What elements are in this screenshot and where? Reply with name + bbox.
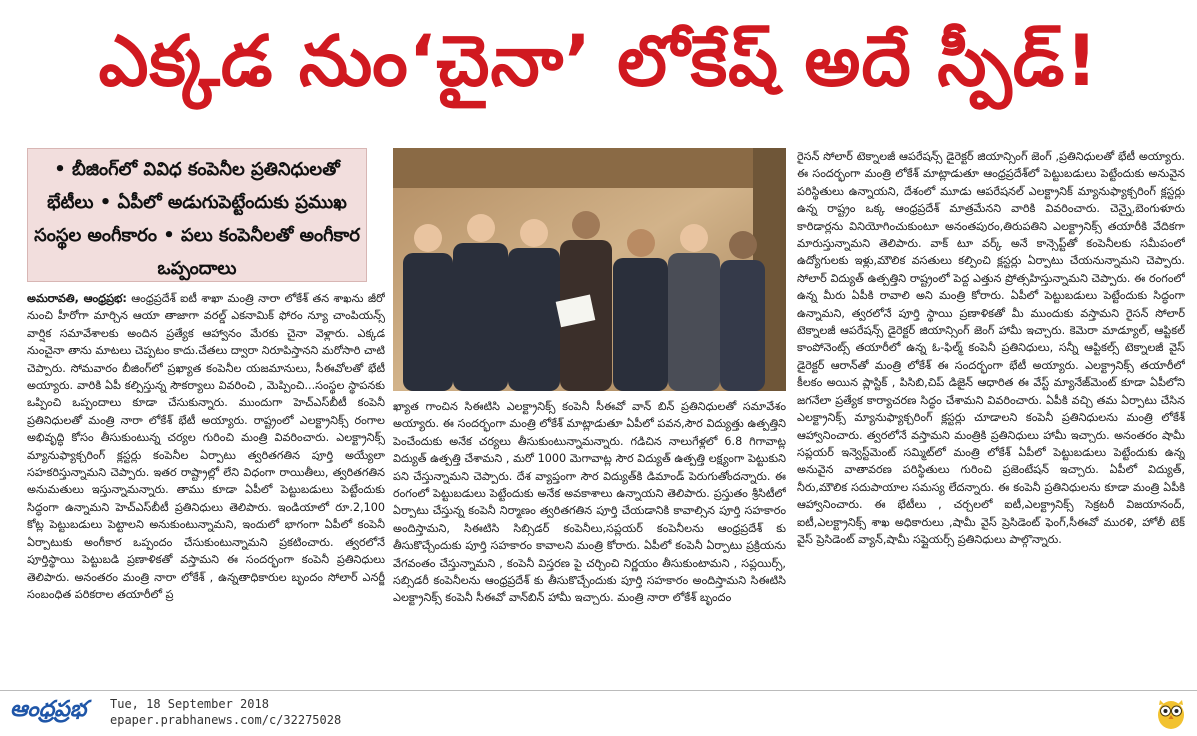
article-column-2 xyxy=(393,398,786,686)
article-text-2: ఖ్యాత గాంచిన సిఈటిసి ఎలక్ట్రానిక్స్ కంపెనీ సీఈవో వాన్ బిన్ ప్రతినిధులతో సమావేశం అయ్యారు. ఈ సందర్భంగా మంత్రి లోకేశ్ మాట్లాడుతూ ఏపీలో పవన,సౌర విద్యుత్తు ఉత్పత్తిని పెంచేందుకు అనేక చర్యలు తీసుకుంటున్నామన్నారు. గడిచిన నాలుగేళ్లలో 6.8 గిగావాట్ల విద్యుత్ ఉత్పత్తి చేశామని , మరో 1000 మెగావాట్ల సౌర విద్యుత్ ఉత్పత్తి లక్ష్యంగా పెట్టుకుని పని చేస్తున్నామని చెప్పారు. దేశ వ్యాప్తంగా సౌర విద్యుత్‌కి డిమాండ్ పెరుగుతోందన్నారు. ఈ రంగంలో పెట్టుబడులు పెట్టేందుకు అనేక అవకాశాలు ఉన్నాయని తెలిపారు. ప్రస్తుతం శ్రీసిటీలో ఏర్పాటు చేస్తున్న కంపెనీ నిర్మాణం త్వరితగతిన పూర్తి చేయడానికి కావాల్సిన పూర్తి సహకారం అందిస్తామని, సిఈటిసి సిబ్సిడర్ కంపెనీలు,సప్లయర్ కంపెనీలను ఆంధ్రప్రదేశ్ కు తీసుకొచ్చేందుకు పూర్తి సహకారం కావాలని మంత్రి కోరారు. ఏపీలో కంపెనీ ఏర్పాటు ప్రక్రియను వేగవంతం చేస్తున్నామని , కంపెనీ విస్తరణ పై చర్చించి నిర్ణయం తీసుకుంటామని , సప్లయిర్స్, సబ్సిడరీ కంపెనీలను ఆంధ్రప్రదేశ్ కు తీసుకొచ్చేందుకు పూర్తి సహకారం అందిస్తామని సిఈటిసి ఎలక్ట్రానిక్స్ కంపెనీ సీఈవో వాన్‌బిన్ హామీ ఇచ్చారు. మంత్రి నారా లోకేశ్ బృందం xyxy=(393,400,786,605)
publication-logo: ఆంధ్రప్రభ xyxy=(10,697,87,722)
article-text-3: రైసన్ సోలార్ టెక్నాలజీ ఆపరేషన్స్ డైరెక్టర్ జియాన్సింగ్ జెంగ్ ,ప్రతినిధులతో భేటీ అయ్యారు. ఈ సందర్భంగా మంత్రి లోకేశ్ మాట్లాడుతూ ఆంధ్రప్రదేశ్‌లో పెట్టుబడులు పెట్టేందుకు అనువైన పరిస్థితులు ఉన్నాయని, దేశంలో మూడు ఆపరేషనల్ ఎలక్ట్రానిక్ మ్యానుఫ్యాక్చరింగ్ క్లస్టర్లు ఉన్న రాష్ట్రం ఒక్క ఆంధ్రప్రదేశ్ మాత్రమేనని వారికి వివరించారు. చెన్నై,బెంగుళూరు కారిడార్లను వినియోగించుకుంటూ అనంతపురం,తిరుపతిని ఎలక్ట్రానిక్స్ తయారీకి వేదికగా మారుస్తున్నామని తెలిపారు. వాక్ టూ వర్క్ అనే కాన్సెప్ట్‌తో కంపెనీలకు సమీపంలో ఉద్యోగులకు ఇళ్లు,మౌలిక వసతులు కల్పించి క్లస్టర్లు ఏర్పాటు చేయనున్నామని చెప్పారు. సోలార్ విద్యుత్ ఉత్పత్తిని రాష్ట్రంలో పెద్ద ఎత్తున ప్రోత్సహిస్తున్నామని చెప్పారు. ఈ రంగంలో ఉన్న మీరు ఏపీకి రావాలి అని మంత్రి కోరారు. ఏపీలో పెట్టుబడులు పెట్టేందుకు సిద్ధంగా ఉన్నామని, త్వరలోనే పూర్తి స్థాయి ప్రణాళికతో మీ ముందుకు వస్తామని రైసన్ సోలార్ టెక్నాలజీ ఆపరేషన్స్ డైరెక్టర్ జియాన్సింగ్ జెంగ్ హామీ ఇచ్చారు. కెమెరా మాడ్యూల్, ఆప్టికల్ కాంపోనెంట్స్ తయారీలో ఉన్న ఓ-ఫిల్మ్ కంపెనీ ప్రతినిధులు, సన్నీ ఆప్టికల్స్ టెక్నాలజీ వైస్ డైరెక్టర్ ఆరాన్‌తో మంత్రి లోకేశ్ ఈ సందర్భంగా భేటీ అయ్యారు. ఎలక్ట్రానిక్స్ తయారీలో కీలకం అయిన ప్లాస్టిక్ , పిసిబి,చిప్ డిజైన్ ఆధారిత ఈ వేస్ట్ మ్యానేజ్‌మెంట్ కూడా ఏపీలోని జగనేలా ప్రత్యేక కార్యాచరణ సిద్ధం చేశామని వివరించారు. ఏపీకి వచ్చి తమ ఏర్పాటు చేసిన ఎలక్ట్రానిక్స్ మ్యానుఫ్యాక్చరింగ్ క్లస్టర్లు చూడాలని కంపెనీ ప్రతినిధులను మంత్రి లోకేశ్ ఆహ్వానించారు. త్వరలోనే వస్తామని మంత్రికి ప్రతినిధులు హామీ ఇచ్చారు. అనంతరం షామీ సప్లయర్ ఇన్వెస్ట్‌మెంట్ సమ్మిట్‌లో మంత్రి లోకేశ్ ఏపీలో పెట్టుబడులు పెట్టేందుకు ఉన్న అనువైన వాతావరణ పరిస్థితులు గురించి ప్రజెంటేషన్ ఇచ్చారు. ఏపీలో విద్యుత్, నీరు,మౌలిక సదుపాయాల సమస్య లేదన్నారు. ఈ కంపెనీ ప్రతినిధులను కూడా మంత్రి ఏపీకి ఆహ్వానించారు. ఈ భేటీలు , చర్చలలో ఐటీ,ఎలక్ట్రానిక్స్ సెక్రటరీ విజయానంద్, ఐటీ,ఎలక్ట్రానిక్స్ శాఖ అధికారులు ,షామీ వైస్ ప్రెసిడెంట్ ఫెంగ్,సీఈవో మురళి, హోలీ టెక్ వైస్ ప్రెసిడెంట్ వ్యాన్,షామీ సప్లైయర్స్ ప్రతినిధులు పాల్గొన్నారు. xyxy=(797,150,1185,546)
owl-icon xyxy=(1155,694,1187,730)
edition-date: Tue, 18 September 2018 xyxy=(110,697,269,711)
article-text-1: ఆంధ్రప్రదేశ్ ఐటీ శాఖా మంత్రి నారా లోకేశ్ తన శాఖను జీరో నుంచి హీరోగా మార్చిన ఆయా తాజాగా వరల్డ్ ఎకనామిక్ ఫోరం న్యూ చాంపియన్స్ వార్షిక సమావేశాలకు అందిన ప్రత్యేక ఆహ్వానం మేరకు చైనా వెళ్లారు. ఎక్కడ నుంచైనా తాను మాటలు చెప్పటం కాదు.చేతలు ద్వారా నిరూపిస్తానని మరోసారి చాటి చెప్పారు. సోమవారం బీజింగ్‌లో ప్రఖ్యాత కంపెనీల యజమానులు, సీఈవోలతో భేటీ అయ్యారు. వారికి ఏపీ కల్పిస్తున్న సౌకర్యాలు వివరించి , మెప్పించి...సంస్థల స్థాపనకు ఒప్పించి ఒప్పందాలు కూడా చేసుకున్నారు. ముందుగా హెచ్ఎస్‌బీటీ కంపెనీ ప్రతినిధులతో మంత్రి నారా లోకేశ్ భేటీ అయ్యారు. రాష్ట్రంలో ఎలక్ట్రానిక్స్ రంగాల అభివృద్ధి కోసం తీసుకుంటున్న చర్యల గురించి మంత్రి వివరించారు. ఎలక్ట్రానిక్స్ మ్యానుఫ్యాక్చరింగ్ క్లస్టర్లు కంపెనీల ఏర్పాటు త్వరితగతిన పూర్తి అయ్యేలా సహకరిస్తున్నామని చెప్పారు. ఇతర రాష్ట్రాల్లో లేని విధంగా రాయితీలు, త్వరితగతిన అనుమతులు ఇస్తున్నామన్నారు. తాము కూడా ఏపీలో పెట్టుబడులు పెట్టేందుకు సిద్ధంగా ఉన్నామని హెచ్ఎస్‌బీటీ ప్రతినిధులు తెలిపారు. ఇండియాలో రూ.2,100 కోట్ల పెట్టుబడులు పెట్టాలని అనుకుంటున్నామని, ఇందులో భాగంగా ఏపీలో కంపెనీ ఏర్పాటుకు అంగీకార ఒప్పందం చేసుకుంటున్నామని ప్రకటించారు. త్వరలోనే పూర్తిస్థాయి పెట్టుబడి ప్రణాళికతో వస్తామని ఈ సందర్భంగా కంపెనీ ప్రతినిధులు తెలిపారు. అనంతరం మంత్రి నారా లోకేశ్ , ఉన్నతాధికారుల బృందం సోలార్ ఎనర్జీ సంబంధిత పరికరాల తయారీలో ప్ర xyxy=(27,292,385,601)
footer-divider xyxy=(0,690,1197,691)
deck-highlights: • బీజింగ్‌లో వివిధ కంపెనీల ప్రతినిధులతో భేటీలు • ఏపీలో అడుగుపెట్టేందుకు ప్రముఖ సంస్థల అంగీకారం • పలు కంపెనీలతో అంగీకార ఒప్పందాలు xyxy=(27,148,367,282)
photo-illustration xyxy=(393,148,786,391)
article-column-1 xyxy=(27,290,385,686)
epaper-url[interactable]: epaper.prabhanews.com/c/32275028 xyxy=(110,713,342,727)
dateline: అమరావతి, ఆంధ్రప్రభ: xyxy=(27,292,127,305)
headline: ఎక్కడ నుం‘చైనా’ లోకేష్ అదే స్పీడ్! xyxy=(98,19,1099,102)
article-column-3 xyxy=(797,148,1185,686)
news-photo xyxy=(393,148,786,391)
